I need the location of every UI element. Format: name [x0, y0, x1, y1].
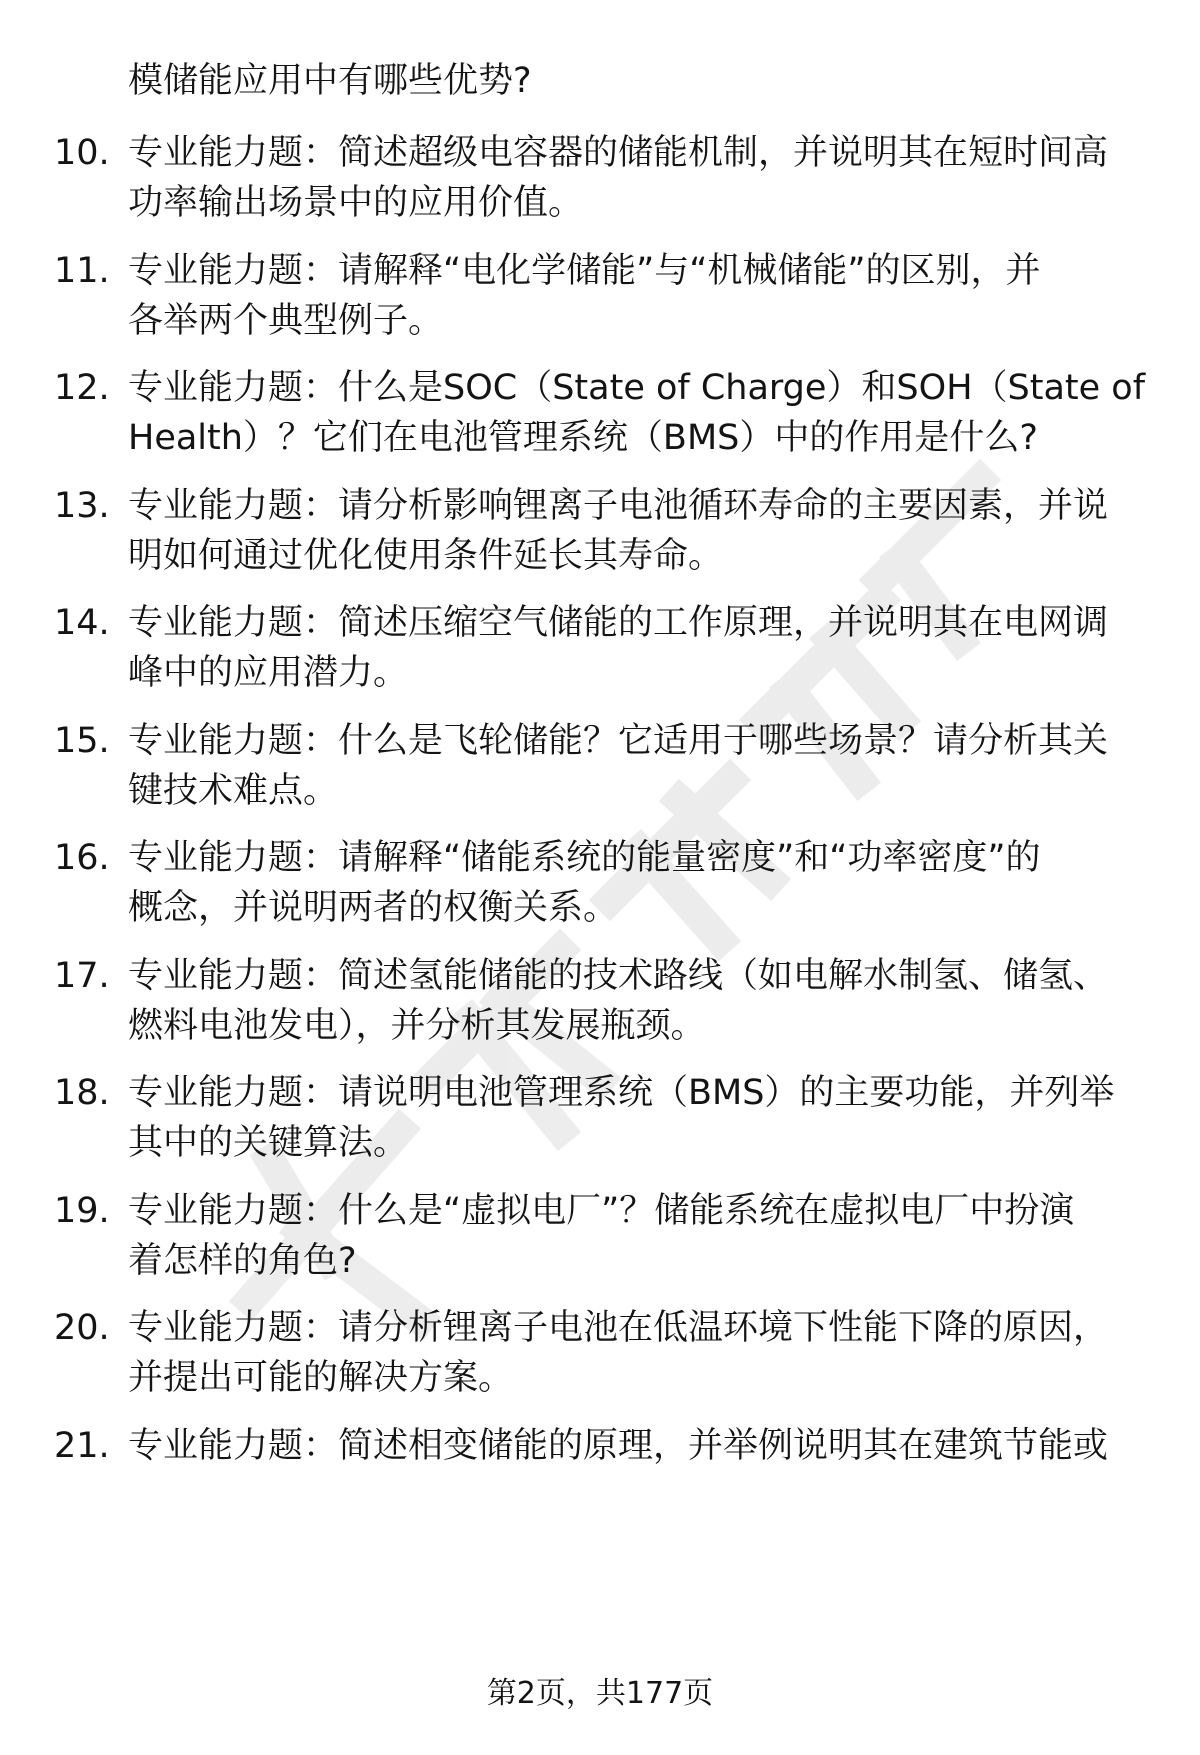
question-text-line: 其中的关键算法。	[128, 1123, 409, 1163]
question-text-line: 各举两个典型例子。	[128, 300, 444, 341]
question-text-line: 专业能力题：什么是SOC（State of Charge）和SOH（State of	[128, 368, 1146, 408]
question-number: 17.	[54, 955, 110, 996]
question-text-line: 专业能力题：请分析锂离子电池在低温环境下性能下降的原因，	[128, 1308, 1109, 1348]
question-text	[128, 363, 1158, 463]
question-number: 19.	[54, 1190, 110, 1231]
question-text-line: 概念，并说明两者的权衡关系。	[128, 888, 619, 928]
question-number: 21.	[54, 1425, 110, 1466]
continued-question-text: 模储能应用中有哪些优势?	[128, 61, 532, 101]
question-text	[128, 833, 1158, 933]
question-number: 10.	[54, 133, 110, 173]
question-text	[128, 246, 1158, 346]
question-text	[128, 598, 1158, 698]
question-text	[128, 128, 1158, 228]
question-text-line: 燃料电池发电），并分析其发展瓶颈。	[128, 1005, 706, 1046]
question-text-line: 专业能力题：请说明电池管理系统（BMS）的主要功能，并列举	[128, 1073, 1115, 1113]
question-number: 13.	[54, 485, 110, 526]
question-text-line: 专业能力题：请解释“电化学储能”与“机械储能”的区别，并	[128, 250, 1041, 291]
question-text-line: 专业能力题：什么是“虚拟电厂”？储能系统在虚拟电厂中扮演	[128, 1190, 1075, 1231]
question-text-line: 峰中的应用潜力。	[128, 653, 409, 693]
question-text-line: 并提出可能的解决方案。	[128, 1358, 514, 1398]
question-text-line: 键技术难点。	[128, 770, 339, 811]
question-text-line: 着怎样的角色?	[128, 1240, 357, 1281]
question-text-line: 专业能力题：简述氢能储能的技术路线（如电解水制氢、储氢、	[128, 955, 1109, 996]
question-text-line: 功率输出场景中的应用价值。	[128, 183, 584, 223]
question-number: 16.	[54, 838, 110, 878]
question-text-line: 专业能力题：简述相变储能的原理，并举例说明其在建筑节能或	[128, 1425, 1109, 1466]
question-text	[128, 481, 1158, 581]
page-footer: 第2页，共177页	[486, 1676, 714, 1711]
question-text	[128, 1421, 1158, 1471]
question-number: 15.	[54, 720, 110, 761]
question-text-line: 明如何通过优化使用条件延长其寿命。	[128, 535, 724, 576]
question-text-line: 专业能力题：简述超级电容器的储能机制，并说明其在短时间高	[128, 133, 1109, 173]
question-text-line: Health）？它们在电池管理系统（BMS）中的作用是什么?	[128, 418, 1038, 458]
question-number: 20.	[54, 1308, 110, 1348]
question-text-line: 专业能力题：请解释“储能系统的能量密度”和“功率密度”的	[128, 838, 1041, 878]
question-text-line: 专业能力题：简述压缩空气储能的工作原理，并说明其在电网调	[128, 603, 1109, 643]
question-number: 18.	[54, 1073, 110, 1113]
question-number: 12.	[54, 368, 110, 408]
question-text	[128, 1303, 1158, 1403]
question-text	[128, 951, 1158, 1051]
question-text-line: 专业能力题：请分析影响锂离子电池循环寿命的主要因素，并说	[128, 485, 1109, 526]
question-text	[128, 1186, 1158, 1286]
question-text-line: 专业能力题：什么是飞轮储能？它适用于哪些场景？请分析其关	[128, 720, 1109, 761]
question-text	[128, 716, 1158, 816]
question-number: 14.	[54, 603, 110, 643]
question-number: 11.	[54, 250, 110, 291]
question-text	[128, 1068, 1158, 1168]
